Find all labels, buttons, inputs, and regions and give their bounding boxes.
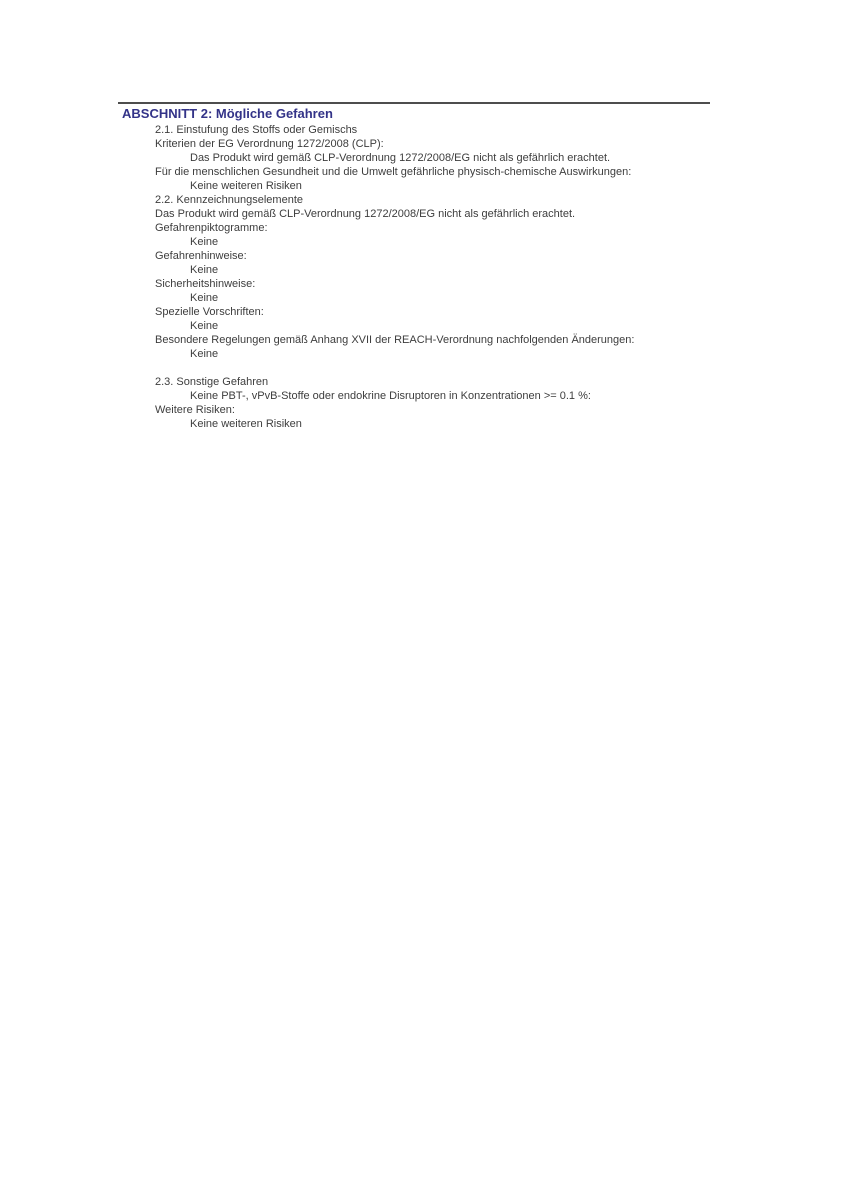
document-line: Sicherheitshinweise: [155, 278, 256, 290]
document-line: 2.1. Einstufung des Stoffs oder Gemischs [155, 124, 358, 136]
document-line: Keine PBT-, vPvB-Stoffe oder endokrine Disruptoren in Konzentrationen >= 0.1 %: [190, 390, 591, 402]
document-line: Keine weiteren Risiken [190, 180, 302, 192]
document-line: Keine [190, 348, 219, 360]
document-line: 2.2. Kennzeichnungselemente [155, 194, 303, 206]
section-body [118, 123, 710, 431]
document-line: Keine [190, 320, 219, 332]
document-line: Kriterien der EG Verordnung 1272/2008 (CLP): [155, 138, 384, 150]
section-title: ABSCHNITT 2: Mögliche Gefahren [122, 106, 333, 121]
document-line: Besondere Regelungen gemäß Anhang XVII der REACH-Verordnung nachfolgenden Änderungen: [155, 334, 635, 346]
document-line: Keine [190, 292, 219, 304]
document-line: Spezielle Vorschriften: [155, 306, 264, 318]
blank-line [155, 361, 710, 375]
document-line: Gefahrenpiktogramme: [155, 222, 268, 234]
document-line: Keine [190, 264, 219, 276]
document-line: Das Produkt wird gemäß CLP-Verordnung 1272/2008/EG nicht als gefährlich erachtet. [155, 208, 576, 220]
document-line: Keine [190, 236, 219, 248]
document-line: Das Produkt wird gemäß CLP-Verordnung 1272/2008/EG nicht als gefährlich erachtet. [190, 152, 611, 164]
document-line: Weitere Risiken: [155, 404, 235, 416]
document-line: 2.3. Sonstige Gefahren [155, 376, 269, 388]
document-line: Keine weiteren Risiken [190, 418, 302, 430]
document-line: Gefahrenhinweise: [155, 250, 247, 262]
section-2-container [118, 102, 710, 431]
document-line: Für die menschlichen Gesundheit und die Umwelt gefährliche physisch-chemische Auswirkungen: [155, 166, 632, 178]
section-divider-line [118, 102, 710, 104]
